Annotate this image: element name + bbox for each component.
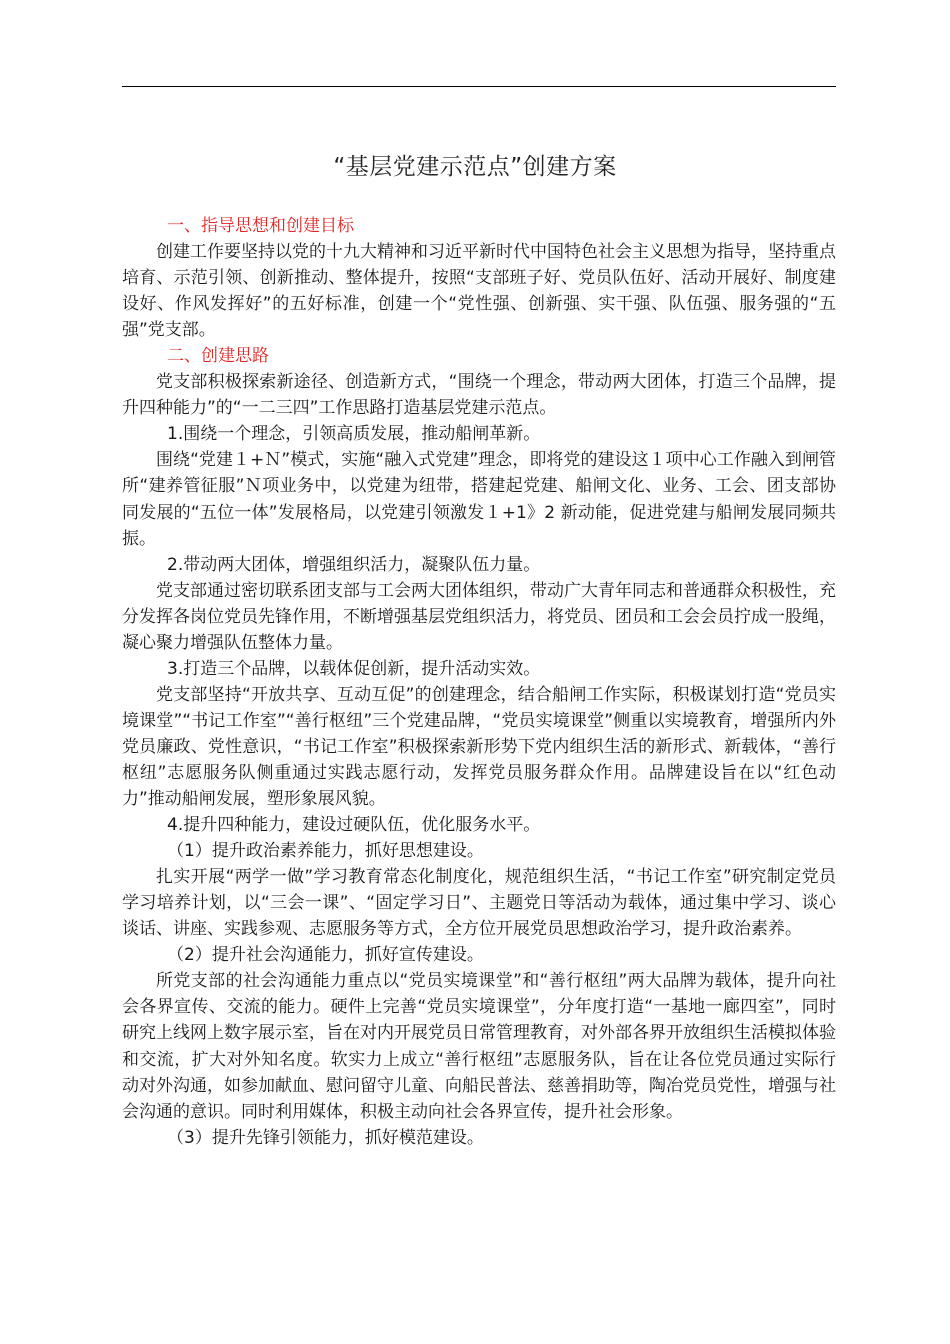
subheading: 2.带动两大团体，增强组织活力，凝聚队伍力量。: [167, 554, 541, 575]
subheading: （3）提升先锋引领能力，抓好模范建设。: [167, 1127, 484, 1148]
document-title: “基层党建示范点”创建方案: [333, 154, 617, 180]
section-heading: 一、指导思想和创建目标: [167, 216, 354, 236]
header-rule: [122, 86, 836, 87]
paragraph: 党支部积极探索新途径、创造新方式，“围绕一个理念，带动两大团体，打造三个品牌，提升四种能力”的“一二三四”工作思路打造基层党建示范点。: [122, 372, 836, 419]
paragraph: 党支部通过密切联系团支部与工会两大团体组织，带动广大青年同志和普通群众积极性，充分发挥各岗位党员先锋作用，不断增强基层党组织活力，将党员、团员和工会会员拧成一股绳，凝心聚力增强队伍整体力量。: [122, 580, 836, 653]
subheading: 1.围绕一个理念，引领高质发展，推动船闸革新。: [167, 424, 541, 445]
paragraph: 党支部坚持“开放共享、互动互促”的创建理念，结合船闸工作实际，积极谋划打造“党员实境课堂”“书记工作室”“善行枢纽”三个党建品牌，“党员实境课堂”侧重以实境教育，增强所内外党员廉政、党性意识，“书记工作室”积极探索新形势下党内组织生活的新形式、新载体，“善行枢纽”志愿服务队侧重通过实践志愿行动，发挥党员服务群众作用。品牌建设旨在以“红色动力”推动船闸发展，塑形象展风貌。: [122, 684, 836, 810]
subheading: 4.提升四种能力，建设过硬队伍，优化服务水平。: [167, 815, 541, 836]
paragraph: 所党支部的社会沟通能力重点以“党员实境课堂”和“善行枢纽”两大品牌为载体，提升向社会各界宣传、交流的能力。硬件上完善“党员实境课堂”，分年度打造“一基地一廊四室”，同时研究上线网上数字展示室，旨在对内开展党员日常管理教育，对外部各界开放组织生活模拟体验和交流，扩大对外知名度。软实力上成立“善行枢纽”志愿服务队，旨在让各位党员通过实际行动对外沟通，如参加献血、慰问留守儿童、向船民普法、慈善捐助等，陶冶党员党性，增强与社会沟通的意识。同时利用媒体，积极主动向社会各界宣传，提升社会形象。: [122, 971, 836, 1122]
document-body: [122, 213, 836, 1151]
paragraph: 围绕“党建１+Ｎ”模式，实施“融入式党建”理念，即将党的建设这１项中心工作融入到闸管所“建养管征服”Ｎ项业务中，以党建为纽带，搭建起党建、船闸文化、业务、工会、团支部协同发展的“五位一体”发展格局，以党建引领激发１+1》2 新动能，促进党建与船闸发展同频共振。: [122, 450, 836, 549]
subheading: （2）提升社会沟通能力，抓好宣传建设。: [167, 945, 484, 966]
subheading: （1）提升政治素养能力，抓好思想建设。: [167, 841, 484, 862]
subheading: 3.打造三个品牌，以载体促创新，提升活动实效。: [167, 658, 541, 679]
paragraph: 创建工作要坚持以党的十九大精神和习近平新时代中国特色社会主义思想为指导，坚持重点培育、示范引领、创新推动、整体提升，按照“支部班子好、党员队伍好、活动开展好、制度建设好、作风发挥好”的五好标准，创建一个“党性强、创新强、实干强、队伍强、服务强的“五强”党支部。: [122, 242, 836, 341]
section-heading: 二、创建思路: [167, 346, 269, 367]
paragraph: 扎实开展“两学一做”学习教育常态化制度化，规范组织生活，“书记工作室”研究制定党员学习培养计划，以“三会一课”、“固定学习日”、主题党日等活动为载体，通过集中学习、谈心谈话、讲座、实践参观、志愿服务等方式，全方位开展党员思想政治学习，提升政治素养。: [122, 867, 836, 940]
